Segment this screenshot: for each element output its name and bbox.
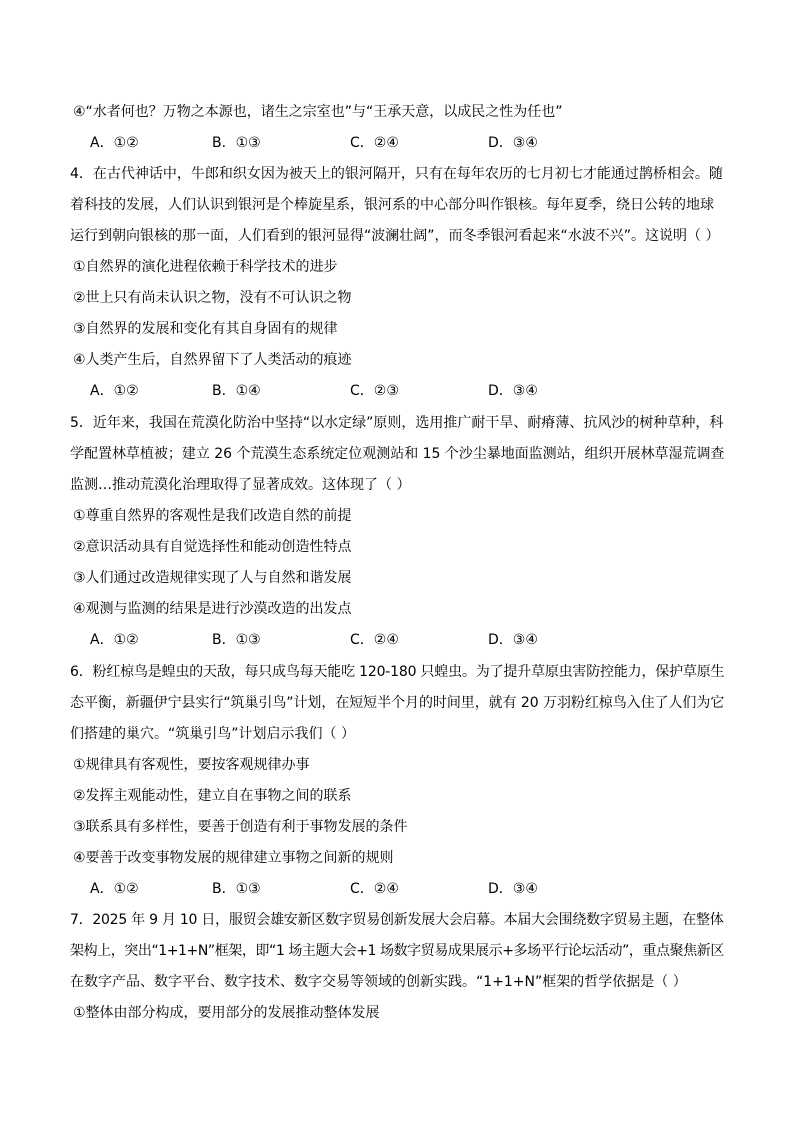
q3-option-a: A．①② [90, 135, 139, 151]
q4-statement-4: ④人类产生后，自然界留下了人类活动的痕迹 [73, 352, 352, 368]
q5-option-b: B．①③ [212, 632, 261, 648]
q7-text-line-2: 架构上，突出“1+1+N”框架，即“1 场主题大会+1 场数字贸易成果展示+多场平行论坛活动”，重点聚焦新区 [70, 943, 724, 959]
q5-option-c: C．②④ [350, 632, 399, 648]
q5-option-d: D．③④ [488, 632, 538, 648]
q3-option-c: C．②④ [350, 135, 399, 151]
q7-statement-1: ①整体由部分构成，要用部分的发展推动整体发展 [73, 1005, 380, 1021]
q4-statement-1: ①自然界的演化进程依赖于科学技术的进步 [73, 259, 338, 275]
q6-text-line-2: 态平衡，新疆伊宁县实行“筑巢引鸟”计划，在短短半个月的时间里，就有 20 万羽粉红椋鸟入住了人们为它 [70, 695, 725, 711]
q4-text-line-2: 着科技的发展，人们认识到银河是个棒旋星系，银河系的中心部分叫作银核。每年夏季，绕日公转的地球 [70, 197, 714, 213]
q4-option-d: D．③④ [488, 383, 538, 399]
q5-text-line-1: 5．近年来，我国在荒漠化防治中坚持“以水定绿”原则，选用推广耐干旱、耐瘠薄、抗风沙的树种草种，科 [70, 415, 724, 431]
q5-text-line-3: 监测…推动荒漠化治理取得了显著成效。这体现了（ ） [70, 477, 411, 493]
q3-statement-4: ④“水者何也？万物之本源也，诸生之宗室也”与“王承天意，以成民之性为任也” [73, 104, 563, 120]
q6-statement-4: ④要善于改变事物发展的规律建立事物之间新的规则 [73, 850, 394, 866]
q6-statement-3: ③联系具有多样性，要善于创造有利于事物发展的条件 [73, 819, 408, 835]
q6-statement-2: ②发挥主观能动性，建立自在事物之间的联系 [73, 788, 352, 804]
q6-options [90, 879, 730, 899]
q6-statement-1: ①规律具有客观性，要按客观规律办事 [73, 757, 310, 773]
q5-statement-2: ②意识活动具有自觉选择性和能动创造性特点 [73, 539, 352, 555]
q4-text-line-3: 运行到朝向银核的那一面，人们看到的银河显得“波澜壮阔”，而冬季银河看起来“水波不兴”。这说明（ ） [70, 228, 720, 244]
q6-text-line-3: 们搭建的巢穴。“筑巢引鸟”计划启示我们（ ） [70, 726, 355, 742]
q4-text-line-1: 4．在古代神话中，牛郎和织女因为被天上的银河隔开，只有在每年农历的七月初七才能通过鹊桥相会。随 [70, 166, 723, 182]
q5-options [90, 630, 730, 650]
q7-text-line-1: 7．2025 年 9 月 10 日，服贸会雄安新区数字贸易创新发展大会启幕。本届大会围绕数字贸易主题，在整体 [70, 912, 724, 928]
q4-statement-3: ③自然界的发展和变化有其自身固有的规律 [73, 321, 338, 337]
q4-option-b: B．①④ [212, 383, 261, 399]
q4-option-c: C．②③ [350, 383, 399, 399]
q6-text-line-1: 6．粉红椋鸟是蝗虫的天敌，每只成鸟每天能吃 120-180 只蝗虫。为了提升草原虫害防控能力，保护草原生 [70, 664, 725, 680]
q5-statement-4: ④观测与监测的结果是进行沙漠改造的出发点 [73, 601, 352, 617]
q6-option-d: D．③④ [488, 881, 538, 897]
q4-statement-2: ②世上只有尚未认识之物，没有不可认识之物 [73, 290, 352, 306]
q3-option-d: D．③④ [488, 135, 538, 151]
q6-option-a: A．①② [90, 881, 139, 897]
q5-statement-3: ③人们通过改造规律实现了人与自然和谐发展 [73, 570, 352, 586]
q3-option-b: B．①③ [212, 135, 261, 151]
q6-option-b: B．①③ [212, 881, 261, 897]
q5-text-line-2: 学配置林草植被；建立 26 个荒漠生态系统定位观测站和 15 个沙尘暴地面监测站，组织开展林草湿荒调查 [70, 446, 725, 462]
q4-option-a: A．①② [90, 383, 139, 399]
q7-text-line-3: 在数字产品、数字平台、数字技术、数字交易等领域的创新实践。“1+1+N”框架的哲学依据是（ ） [70, 974, 687, 990]
q6-option-c: C．②④ [350, 881, 399, 897]
q5-statement-1: ①尊重自然界的客观性是我们改造自然的前提 [73, 508, 352, 524]
q3-options [90, 133, 730, 153]
q4-options [90, 381, 730, 401]
q5-option-a: A．①② [90, 632, 139, 648]
